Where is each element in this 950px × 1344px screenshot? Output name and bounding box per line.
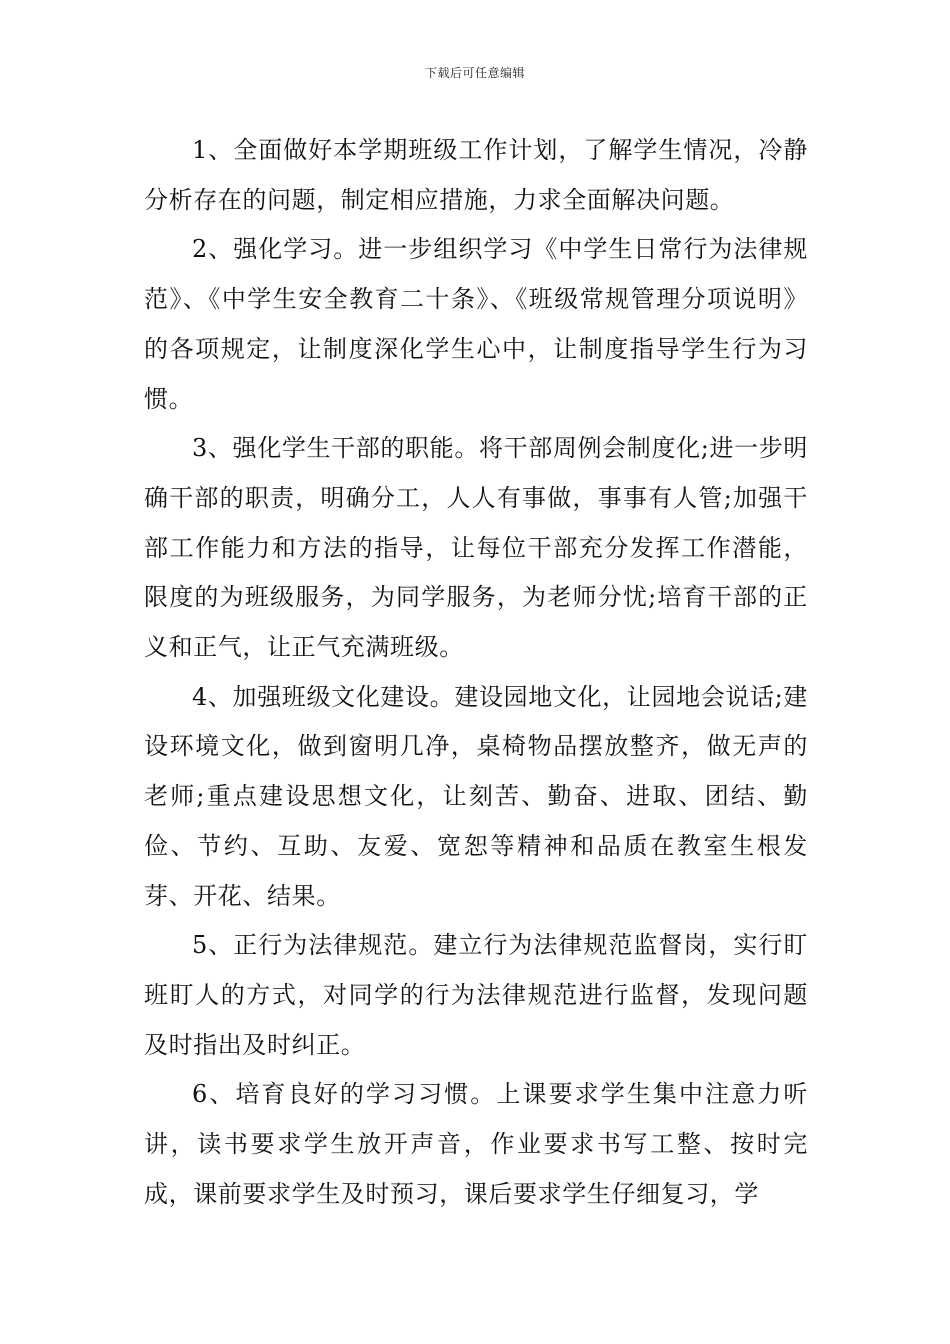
document-body [144,126,808,1219]
paragraph-3: 3、强化学生干部的职能。将干部周例会制度化;进一步明确干部的职责，明确分工，人人有事做，事事有人管;加强干部工作能力和方法的指导，让每位干部充分发挥工作潜能，限度的为班级服务，为同学服务，为老师分忧;培育干部的正义和正气，让正气充满班级。 [144,434,808,662]
paragraph-2: 2、强化学习。进一步组织学习《中学生日常行为法律规范》、《中学生安全教育二十条》、《班级常规管理分项说明》的各项规定，让制度深化学生心中，让制度指导学生行为习惯。 [144,235,808,413]
paragraph-1: 1、全面做好本学期班级工作计划，了解学生情况，冷静分析存在的问题，制定相应措施，力求全面解决问题。 [144,136,808,214]
paragraph-4: 4、加强班级文化建设。建设园地文化，让园地会说话;建设环境文化，做到窗明几净，桌椅物品摆放整齐，做无声的老师;重点建设思想文化，让刻苦、勤奋、进取、团结、勤俭、节约、互助、友爱、宽恕等精神和品质在教室生根发芽、开花、结果。 [144,682,808,910]
paragraph-6: 6、培育良好的学习习惯。上课要求学生集中注意力听讲，读书要求学生放开声音，作业要求书写工整、按时完成，课前要求学生及时预习，课后要求学生仔细复习，学 [144,1080,808,1208]
paragraph-5: 5、正行为法律规范。建立行为法律规范监督岗，实行盯班盯人的方式，对同学的行为法律规范进行监督，发现问题及时指出及时纠正。 [144,931,808,1059]
page-header: 下载后可任意编辑 [424,66,525,80]
